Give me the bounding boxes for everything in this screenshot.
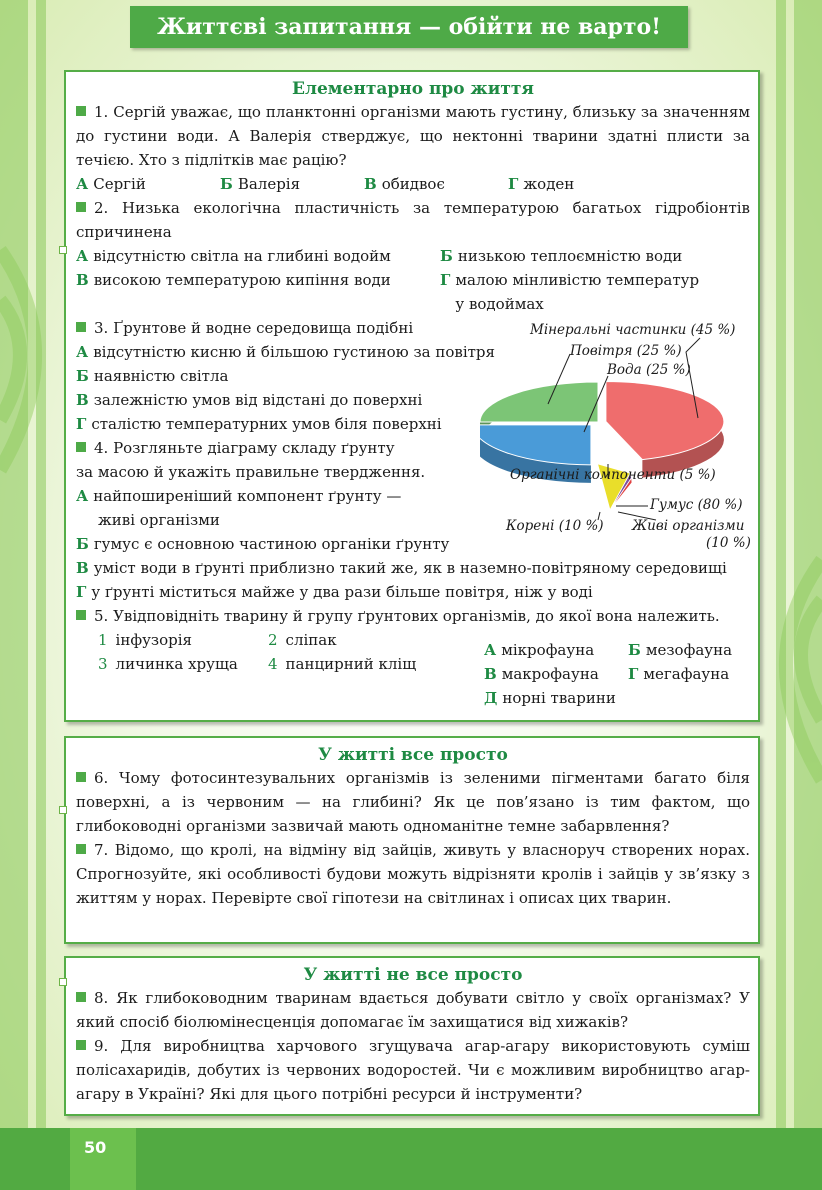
option-d[interactable]: Г жоден	[508, 175, 575, 193]
question-2-options-row2	[76, 268, 750, 316]
option-d[interactable]: Г у ґрунті міститься майже у два рази більше повітря, ніж у воді	[76, 583, 593, 601]
option-c[interactable]: В залежністю умов від відстані до поверхні	[76, 391, 423, 409]
question-5: 5. Увідповідніть тварину й групу ґрунтових організмів, до якої вона належить.	[76, 604, 750, 628]
bullet-square-icon	[76, 442, 86, 452]
bullet-square-icon	[76, 992, 86, 1002]
section-not-simple	[64, 956, 760, 1116]
group-list	[484, 638, 754, 710]
margin-marker	[59, 978, 67, 986]
chart-label-humus: Гумус (80 %)	[650, 497, 743, 513]
option-c[interactable]: В уміст води в ґрунті приблизно такий же, як в наземно-повітряному середовищі	[76, 559, 727, 577]
option-b[interactable]: Б низькою теплоємністю води	[440, 247, 683, 265]
chart-label-water: Вода (25 %)	[607, 362, 691, 378]
page-title: Життєві запитання — обійти не варто!	[130, 6, 688, 48]
chart-label-living-pct: (10 %)	[706, 535, 751, 551]
option-b[interactable]: Б Валерія	[220, 175, 301, 193]
option-a[interactable]: А найпоширеніший компонент ґрунту —	[76, 487, 402, 505]
section-title: Елементарно про життя	[292, 79, 534, 99]
group-option[interactable]: А мікрофауна	[484, 641, 595, 659]
question-7: 7. Відомо, що кролі, на відміну від зайців, живуть у власноруч створених норах. Спрогнозуйте, які особливості будови можуть відрізняти кролів і зайців у зв’язку з життям у норах. Перевірте свої гіпотези на світлинах і описах цих тварин.	[76, 841, 750, 907]
section-simple	[64, 736, 760, 944]
question-1-options	[76, 172, 750, 196]
question-4-line2: за масою й укажіть правильне твердження.	[76, 463, 426, 481]
option-a[interactable]: А відсутністю кисню й більшою густиною за повітря	[76, 343, 495, 361]
group-option[interactable]: Д норні тварини	[484, 689, 616, 707]
question-4: 4. Розгляньте діаграму складу ґрунту	[76, 436, 750, 460]
bullet-square-icon	[76, 844, 86, 854]
question-6: 6. Чому фотосинтезувальних організмів із зеленими пігментами багато біля поверхні, а із червоним — на глибині? Як це пов’язано із тим фактом, що глибоководні організми зазвичай мають одноманітне темне забарвлення?	[76, 769, 750, 835]
option-a[interactable]: А відсутністю світла на глибині водойм	[76, 247, 391, 265]
option-c[interactable]: В високою температурою кипіння води	[76, 271, 391, 289]
bullet-square-icon	[76, 106, 86, 116]
chart-label-minerals: Мінеральні частинки (45 %)	[530, 322, 736, 338]
section-title: У житті все просто	[318, 745, 508, 765]
option-b[interactable]: Б наявністю світла	[76, 367, 229, 385]
margin-marker	[59, 246, 67, 254]
option-a[interactable]: А Сергій	[76, 175, 146, 193]
animal-item[interactable]: 2 сліпак	[268, 631, 337, 649]
option-c[interactable]: В обидвоє	[364, 175, 445, 193]
question-2: 2. Низька екологічна пластичність за температурою багатьох гідробіонтів спричинена	[76, 199, 750, 241]
group-option[interactable]: Б мезофауна	[628, 641, 733, 659]
bullet-square-icon	[76, 772, 86, 782]
option-b[interactable]: Б гумус є основною частиною органіки ґрунту	[76, 535, 450, 553]
question-8: 8. Як глибоководним тваринам вдається добувати світло у своїх організмах? У який спосіб біолюмінесценція допомагає їм захищатися від хижаків?	[76, 989, 750, 1031]
pie-slice-water	[480, 382, 598, 422]
animal-item[interactable]: 4 панцирний кліщ	[268, 655, 417, 673]
chart-label-living: Живі організми	[632, 518, 745, 534]
option-a-cont: живі організми	[98, 511, 220, 529]
organic-components-pie-chart	[586, 456, 636, 516]
margin-marker	[59, 806, 67, 814]
question-3: 3. Ґрунтове й водне середовища подібні	[76, 316, 750, 340]
chart-label-roots: Корені (10 %)	[506, 518, 604, 534]
chart-label-organic: Органічні компоненти (5 %)	[510, 467, 716, 483]
bullet-square-icon	[76, 610, 86, 620]
animal-item[interactable]: 3 личинка хруща	[98, 655, 238, 673]
bullet-square-icon	[76, 202, 86, 212]
group-option[interactable]: Г мегафауна	[628, 665, 730, 683]
bullet-square-icon	[76, 1040, 86, 1050]
bullet-square-icon	[76, 322, 86, 332]
chart-label-air: Повітря (25 %)	[570, 343, 682, 359]
page-number: 50	[84, 1138, 107, 1157]
section-title: У житті не все просто	[303, 965, 523, 985]
question-2-options-row1	[76, 244, 750, 268]
animal-list	[76, 628, 486, 676]
option-d[interactable]: Г сталістю температурних умов біля поверхні	[76, 415, 442, 433]
question-9: 9. Для виробництва харчового згущувача агар-агару використовують суміш полісахаридів, добутих із червоних водоростей. Чи є можливим виробництво агар-агару в Україні? Які для цього потрібні ресурси й інструменти?	[76, 1037, 750, 1103]
animal-item[interactable]: 1 інфузорія	[98, 631, 192, 649]
group-option[interactable]: В макрофауна	[484, 665, 599, 683]
question-1: 1. Сергій уважає, що планктонні організми мають густину, близьку за значенням до густини води. А Валерія стверджує, що нектонні тварини здатні плисти за течією. Хто з підлітків має рацію?	[76, 103, 750, 169]
option-d[interactable]: Г малою мінливістю температур у водоймах	[440, 271, 700, 313]
